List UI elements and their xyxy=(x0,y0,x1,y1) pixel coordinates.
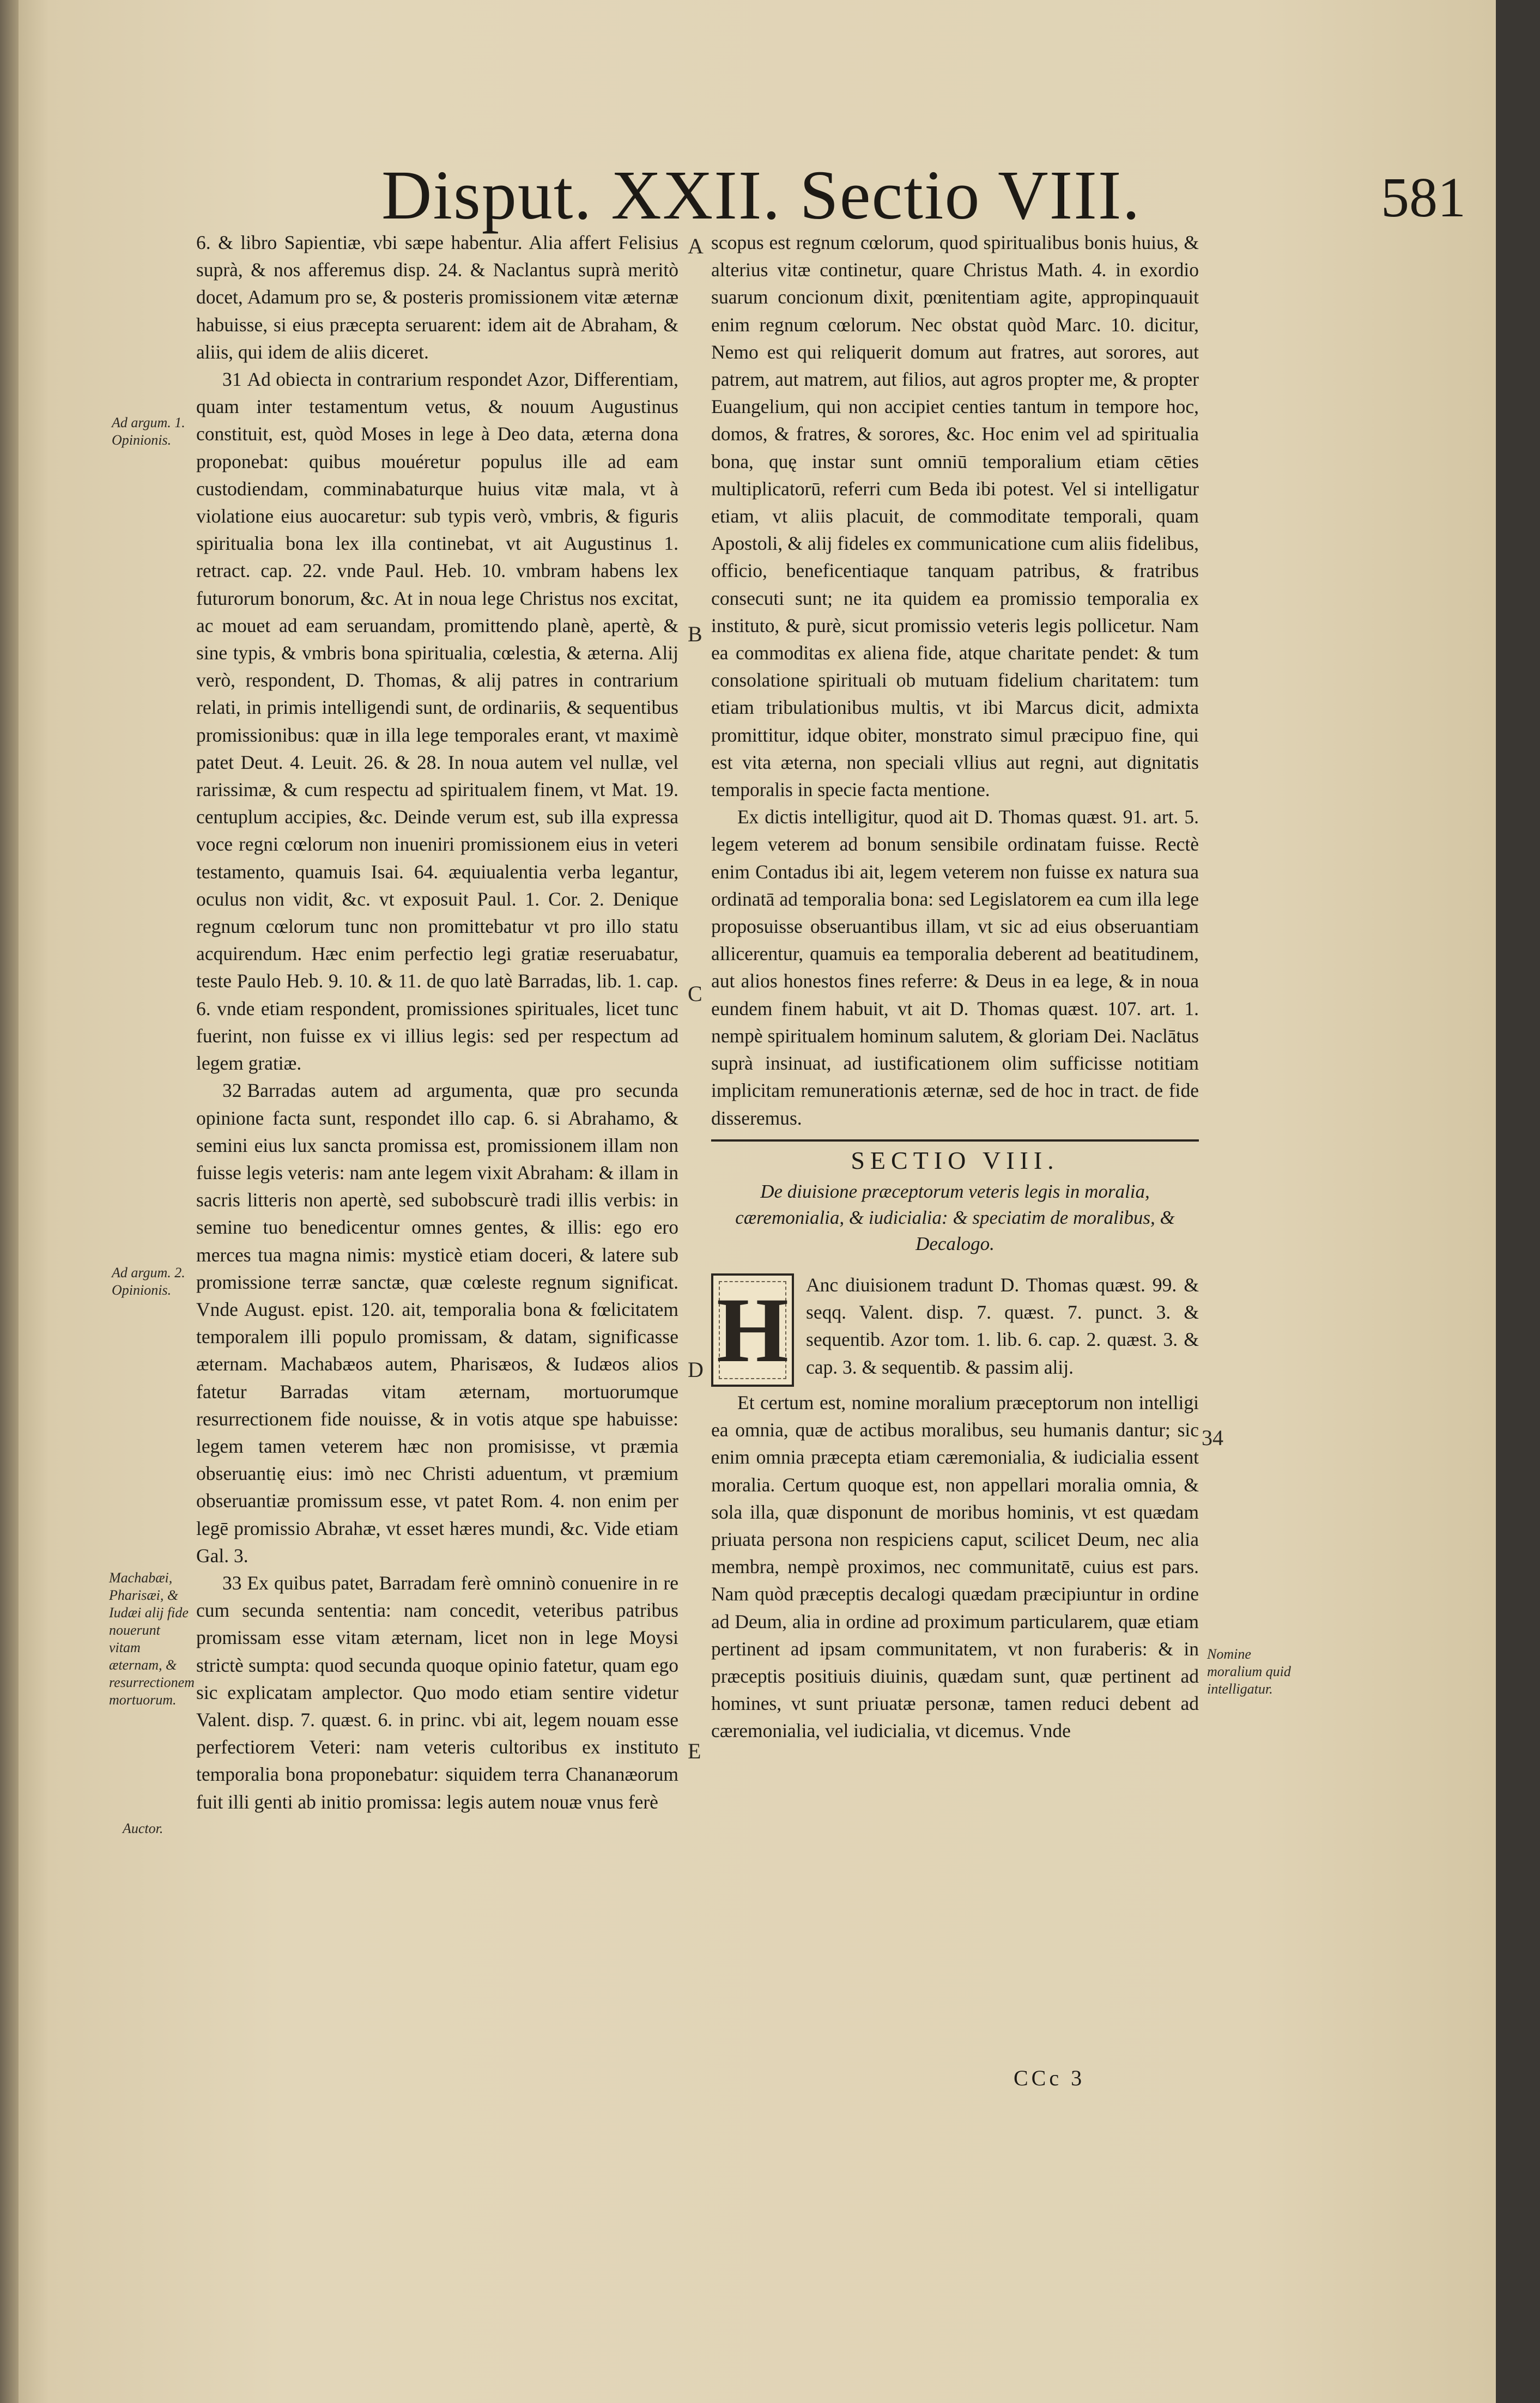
left-column xyxy=(196,229,678,1816)
signature-mark: CCc 3 xyxy=(1014,2066,1086,2090)
paragraph: Ex dictis intelligitur, quod ait D. Thomas quæst. 91. art. 5. legem veterem ad bonum sensibile ordinatam fuisse. Rectè enim Contadus ibi ait, legem veterem non fuisse ex natura sua ordinatā ad temporalia bona: sed Legislatorem ea cum illa lege proposuisse obseruantibus illam, vt sic ad eius obseruantiam allicerentur, quamuis ea temporalia deberent ad beatitudinem, aut alios honestos fines referre: & Deus in ea lege, & in noua eundem finem habuit, vt ait D. Thomas quæst. 107. art. 1. nempè spiritualem hominum salutem, & gloriam Dei. Naclātus suprà insinuat, ad iustificationem olim sufficisse notitiam implicitam remunerationis æternæ, sed de hoc in tract. de fide disseremus. xyxy=(711,806,1199,1129)
paragraph-text: Ex quibus patet, Barradam ferè omninò conuenire in re cum secunda sententia: nam concedit, veteribus patribus promissam esse vitam æternam, licet non in lege Moysi strictè sumpta: quod secunda quoque opinio fatetur, quam ego sic explicatam amplector. Quo modo etiam sentire videtur Valent. disp. 7. quæst. 6. in princ. vbi ait, legem nouam esse perfectiorem Veteri: nam veteris cultoribus ex instituto temporalia bona proponebatur: siquidem terra Chananæorum fuit illi genti ab initio promissa: legis autem nouæ vnus ferè xyxy=(196,1571,678,1813)
paragraph-text: Barradas autem ad argumenta, quæ pro secunda opinione facta sunt, respondet illo cap. 6. si Abrahamo, & semini eius lux sancta promissa est, promissionem illam non fuisse legis veteris: nam ante legem vixit Abraham: & illam in sacris litteris non apertè, sed subobscurè tradi illis verbis: in semine tuo benedicentur omnes gentes, & illis: ego ero merces tua magna nimis: mysticè etiam doceri, & latere sub promissione terræ sanctæ, quæ cœleste regnum significat. Vnde August. epist. 120. ait, temporalia bona & fœlicitatem temporalem illi populo promissam, & datam, significasse æternam. Machabæos autem, Pharisæos, & Iudæos alios fatetur Barradas vitam æternam, mortuorumque resurrectionem fide nouisse, & in votis atque spe habuisse: legem tamen veterem hæc non promisisse, vt præmia obseruantię eius: imò nec Christi aduentum, vt præmium obseruantiæ promissum esse, vt patet Rom. 4. non enim per legē promissio Abrahæ, vt esset hæres mundi, &c. Vide etiam Gal. 3. xyxy=(196,1079,678,1567)
margin-note: Ad argum. 1. Opinionis. xyxy=(112,415,185,448)
initial-letter: H xyxy=(716,1278,789,1381)
paragraph-number: 33 xyxy=(222,1571,242,1594)
margin-note: Machabæi, Pharisæi, & Iudæi alij fide nouerunt vitam æternam, & resurrectionem mortuorum. xyxy=(109,1570,195,1708)
paragraph xyxy=(196,1077,678,1569)
paragraph xyxy=(196,229,678,366)
section-letter: E xyxy=(688,1739,701,1763)
binding-gutter xyxy=(0,0,19,2403)
decorated-initial xyxy=(711,1273,794,1387)
paragraph: Anc diuisionem tradunt D. Thomas quæst. 99. & seqq. Valent. disp. 7. quæst. 7. punct. 3. & sequentib. Azor tom. 1. lib. 6. cap. 2. quæst. 3. & cap. 3. & sequentib. & passim alij. xyxy=(806,1273,1199,1378)
section-letter: C xyxy=(688,981,702,1006)
margin-note: Nomine moralium quid intelligatur. xyxy=(1207,1646,1291,1697)
paragraph xyxy=(196,366,678,1077)
running-title: Disput. XXII. Sectio VIII. xyxy=(381,156,1141,234)
paragraph-text: Ad obiecta in contrarium respondet Azor, Differentiam, quam inter testamentum vetus, & nouum Augustinus constituit, est, quòd Moses in lege à Deo data, æterna dona proponebat: quibus mouéretur populus ille ad eam custodiendam, comminabaturque huius vitæ mala, vt à violatione eius auocaretur: sub typis verò, vmbris, & figuris spiritualia bona lex illa continebat, vt ait Augustinus 1. retract. cap. 22. vnde Paul. Heb. 10. vmbram habens lex futurorum bonorum, &c. At in noua lege Christus nos excitat, ac mouet ad eam seruandam, promittendo planè, apertè, & sine typis, & vmbris bona spiritualia, cœlestia, & æterna. Alij verò, respondent, D. Thomas, & alij patres in contrarium relati, in primis intelligendi sunt, de ordinariis, & sequentibus promissionibus: quæ in illa lege temporales erant, vt maximè patet Deut. 4. Leuit. 26. & 28. In noua autem vel nullæ, vel rarissimæ, & cum respectu ad spiritualem finem, vt Mat. 19. centuplum accipies, &c. Deinde verum est, sub illa expressa voce regni cœlorum non inueniri promissionem eius in veteri testamento, quamuis Isai. 64. æquiualentia verba legantur, oculus non vidit, &c. vt exposuit Paul. 1. Cor. 2. Denique regnum cœlorum tunc non promittebatur vt pro illo statu acquirendum. Hæc enim perfectio legi gratiæ reseruabatur, teste Paulo Heb. 9. 10. & 11. de quo latè Barradas, lib. 1. cap. 6. vnde etiam respondent, promissiones spirituales, licet tunc fuerint, non fuisse ex vi illius legis: sed per respectum ad legem gratiæ. xyxy=(196,368,678,1075)
section-rule xyxy=(711,1139,1199,1142)
paragraph: Et certum est, nomine moralium præceptorum non intelligi ea omnia, quæ de actibus moralibus, seu humanis dantur; sic enim omnia præcepta etiam cæremonialia, & iudicialia essent moralia. Certum quoque est, non appellari moralia omnia, & sola illa, quæ disponunt de moribus hominis, vt est quædam priuata persona non respiciens caput, scilicet Deum, nec alia membra, nempè proximos, nec communitatē, cuius est pars. Nam quòd præceptis decalogi quædam præcipiuntur in ordine ad Deum, alia in ordine ad proximum particularem, quæ etiam pertinent ad ipsam communitatem, vt non furaberis: & in præceptis positiuis diuinis, quædam sunt, quæ pertinent ad homines, vt sunt priuatæ personæ, tamen reduci debent ad cæremonialia, vel iudicialia, vt dicemus. Vnde xyxy=(711,1391,1199,1742)
paragraph-number: 32 xyxy=(222,1079,242,1102)
margin-note: Auctor. xyxy=(123,1821,163,1836)
running-header xyxy=(207,155,1466,237)
section-letter: A xyxy=(688,234,704,258)
section-letter: B xyxy=(688,622,702,646)
section-subtitle: De diuisione præceptorum veteris legis in moralia, cæremonialia, & iudicialia: & speciatim de moralibus, & Decalogo. xyxy=(735,1180,1175,1254)
page-number: 581 xyxy=(1381,166,1466,229)
paragraph-number: 31 xyxy=(222,368,242,391)
paragraph-text: 6. & libro Sapientiæ, vbi sæpe habentur. Alia affert Felisius suprà, & nos afferemus disp. 24. & Naclantus suprà meritò docet, Adamum pro se, & posteris promissionem vitæ æternæ habuisse, si eius præcepta seruarent: idem ait de Abraham, & aliis, qui idem de aliis diceret. xyxy=(196,232,678,363)
section-letter: D xyxy=(688,1357,704,1382)
paragraph: scopus est regnum cœlorum, quod spiritualibus bonis huius, & alterius vitæ continetur, quare Christus Math. 4. in exordio suarum concionum dixit, pœnitentiam agite, appropinquauit enim regnum cœlorum. Nec obstat quòd Marc. 10. dicitur, Nemo est qui reliquerit domum aut fratres, aut sorores, aut patrem, aut matrem, aut filios, aut agros propter me, & propter Euangelium, qui non accipiet centies tantum in tempore hoc, domos, & fratres, & sorores, &c. Hoc enim vel ad spiritualia bona, quę instar sunt omniū temporalium etiam cēties multiplicatorū, referri cum Beda ibi potest. Vel si intelligatur etiam, vt aliis placuit, de commoditate temporali, quam Apostoli, & alij fideles ex communicatione cum aliis fidelibus, officio, beneficentiaque tanquam patribus, & fratribus consecuti sunt; ne ita quidem ea promissio temporalia ex instituto, & purè, sicut promissio veteris legis pollicetur. Nam ea commoditas ex aliena fide, atque charitate pendet: & tum consolatione spirituali ob mutuam fidelium charitatem: tum etiam tribulationibus multis, vt ibi Marcus dicit, admixta promittitur, idque obiter, monstrato simul præcipuo fine, qui est vita æterna, non speciali vllius aut regni, aut dignitatis temporalis in specie facta mentione. xyxy=(711,232,1199,801)
section-heading: SECTIO VIII. xyxy=(851,1146,1059,1174)
paragraph xyxy=(196,1569,678,1816)
margin-note: Ad argum. 2. Opinionis. xyxy=(112,1265,185,1298)
paragraph-number: 34 xyxy=(1202,1425,1223,1450)
right-column xyxy=(711,229,1199,1745)
